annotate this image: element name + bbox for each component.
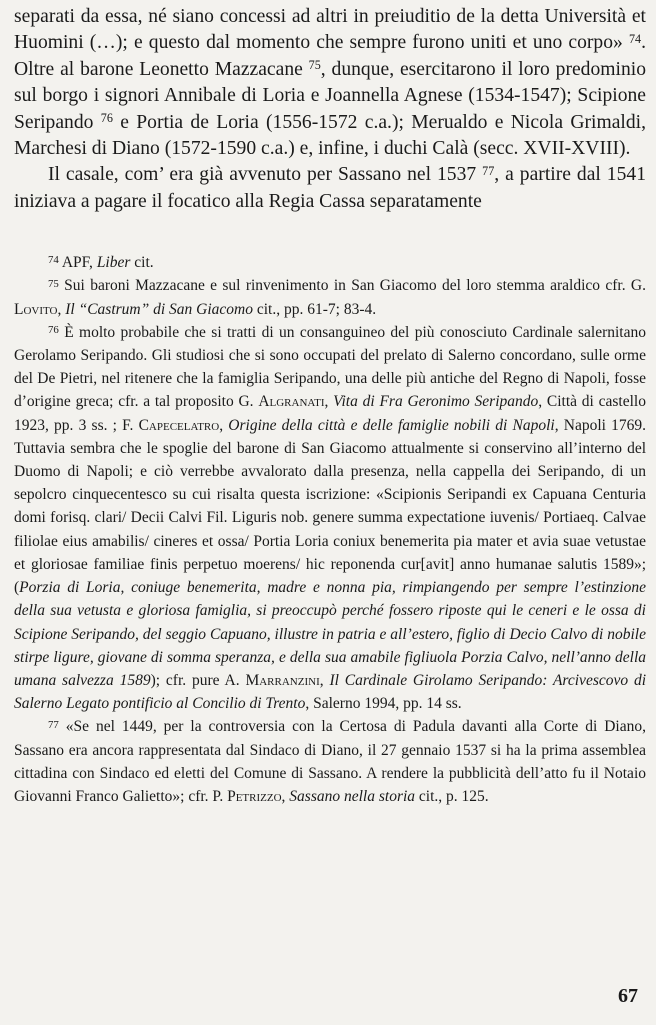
footnote — [14, 251, 646, 274]
text-run: . Oltre al barone Leonetto Mazzacane — [14, 32, 646, 80]
text-run: e Portia de Loria (1556-1572 c.a.); Merualdo e Nicola Grimaldi, Marchesi di Diano (1572-1590 c.a.) e, infine, i duchi Calà (secc. XVII-XVIII). — [14, 111, 646, 160]
author-name: Marranzini — [245, 671, 320, 689]
text-run: , — [324, 393, 334, 411]
text-run: APF, — [58, 254, 97, 272]
footnote — [14, 321, 646, 715]
page — [14, 0, 646, 808]
text-run: , Città di castello 1923, pp. 3 ss. ; F. — [14, 393, 646, 434]
author-name: Petrizzo — [227, 787, 282, 805]
text-run: , dunque, esercitarono il loro predominio sul borgo i signori Annibale di Loria e Joannella Agnese (1534-1547); Scipione Seripando — [14, 58, 647, 133]
footnote-ref: 76 — [100, 111, 113, 126]
author-name: Capecelatro — [138, 416, 220, 434]
text-run: , Napoli 1769. Tuttavia sembra che le spoglie del barone di San Giacomo attualmente si conservino all’interno del Duomo di Napoli; e ciò verrebbe avvalorato dalla presenza, nella cappella dei Seripando, di un sepolcro cinquecentesco su cui risalta questa iscrizione: «Scipionis Seripandi ex Capuana Centuria domi forisq. clari/ Decii Calvi Fil. Liguris nob. genere summa expectatione iuvenis/ Portiaeq. Calvae filiolae eius amabilis/ cineres et ossa/ Portia Loria coniux benemerita pia mater et avia suae vetustae et gloriosae familiae finis perpetuo moerens/ hic reponenda cur[avit] anno humanae salutis 1589»; ( — [14, 416, 647, 597]
footnote-number: 77 — [48, 718, 59, 731]
text-run: , Salerno 1994, pp. 14 ss. — [305, 695, 462, 713]
footnote — [14, 715, 646, 808]
italic-text: Sassano nella storia — [289, 787, 416, 805]
italic-text: Il “Castrum” di San Giacomo — [65, 300, 253, 318]
page-number: 67 — [618, 985, 638, 1007]
italic-text: Vita di Fra Geronimo Seripando — [333, 393, 539, 411]
text-run: , — [57, 300, 66, 318]
text-run: , — [219, 416, 229, 434]
paragraph — [14, 4, 646, 162]
italic-text: Il Cardinale Girolamo Seripando: Arcivescovo di Salerno Legato pontificio al Concilio di Trento — [14, 671, 647, 713]
text-run: cit., pp. 61-7; 83-4. — [252, 300, 377, 318]
footnote-number: 74 — [48, 254, 59, 267]
italic-text: Porzia di Loria, coniuge benemerita, madre e nonna pia, rimpiangendo per sempre l’estinzione della sua vetusta e gloriosa famiglia, si preoccupò perché fossero riposte qui le ceneri e le ossa di Scipione Seripando, del seggio Capuano, illustre in patria e all’estero, figlio di Decio Calvo di nobile stirpe ligure, giovane di somma speranza, e della sua amabile figliuola Porzia Calvo, nell’anno della umana salvezza 1589 — [14, 579, 646, 689]
text-run: , a partire dal 1541 iniziava a pagare il focatico alla Regia Cassa separatamente — [14, 164, 646, 212]
footnote-number: 76 — [48, 324, 59, 337]
text-run: , — [319, 671, 330, 689]
footnote — [14, 274, 646, 320]
footnote-ref: 77 — [482, 163, 495, 178]
footnote-ref: 75 — [308, 58, 321, 73]
text-run: separati da essa, né siano concessi ad altri in preiuditio de la detta Università et Huomini (…); e questo dal momento che sempre furono uniti et uno corpo» — [14, 6, 646, 54]
footnotes — [14, 251, 646, 808]
footnote-number: 75 — [48, 277, 59, 290]
footnote-ref: 74 — [628, 31, 642, 46]
text-run: «Se nel 1449, per la controversia con la Certosa di Padula davanti alla Corte di Diano, Sassano era ancora rappresentata dal Sindaco di Diano, il 27 gennaio 1537 si ha la prima assemblea cittadina con Sindaco ed eletti del Comune di Sassano. A rendere la pubblicità dell’atto fu il Notaio Giovanni Franco Galietto»; cfr. P. — [14, 718, 646, 805]
italic-text: Liber — [96, 254, 131, 272]
text-run: Il casale, com’ era già avvenuto per Sassano nel 1537 — [48, 164, 483, 186]
paragraph — [14, 162, 646, 215]
author-name: Lovito — [14, 300, 58, 318]
text-run: cit., p. 125. — [415, 787, 489, 805]
text-run: Sui baroni Mazzacane e sul rinvenimento in San Giacomo del loro stemma araldico cfr. G. — [58, 277, 646, 295]
main-text — [14, 4, 646, 215]
author-name: Algranati — [258, 393, 325, 411]
text-run: ); cfr. pure A. — [150, 671, 246, 689]
italic-text: Origine della città e delle famiglie nobili di Napoli — [228, 416, 555, 434]
text-run: , — [281, 787, 290, 805]
text-run: È molto probabile che si tratti di un consanguineo del più conosciuto Cardinale salernitano Gerolamo Seripando. Gli studiosi che si sono occupati del prelato di Salerno concordano, sulle orme del De Pietri, nel ritenere che la famiglia Seripando, una delle più antiche del Regno di Napoli, fosse d’origine greca; cfr. a tal proposito G. — [14, 323, 646, 411]
text-run: cit. — [130, 254, 154, 272]
